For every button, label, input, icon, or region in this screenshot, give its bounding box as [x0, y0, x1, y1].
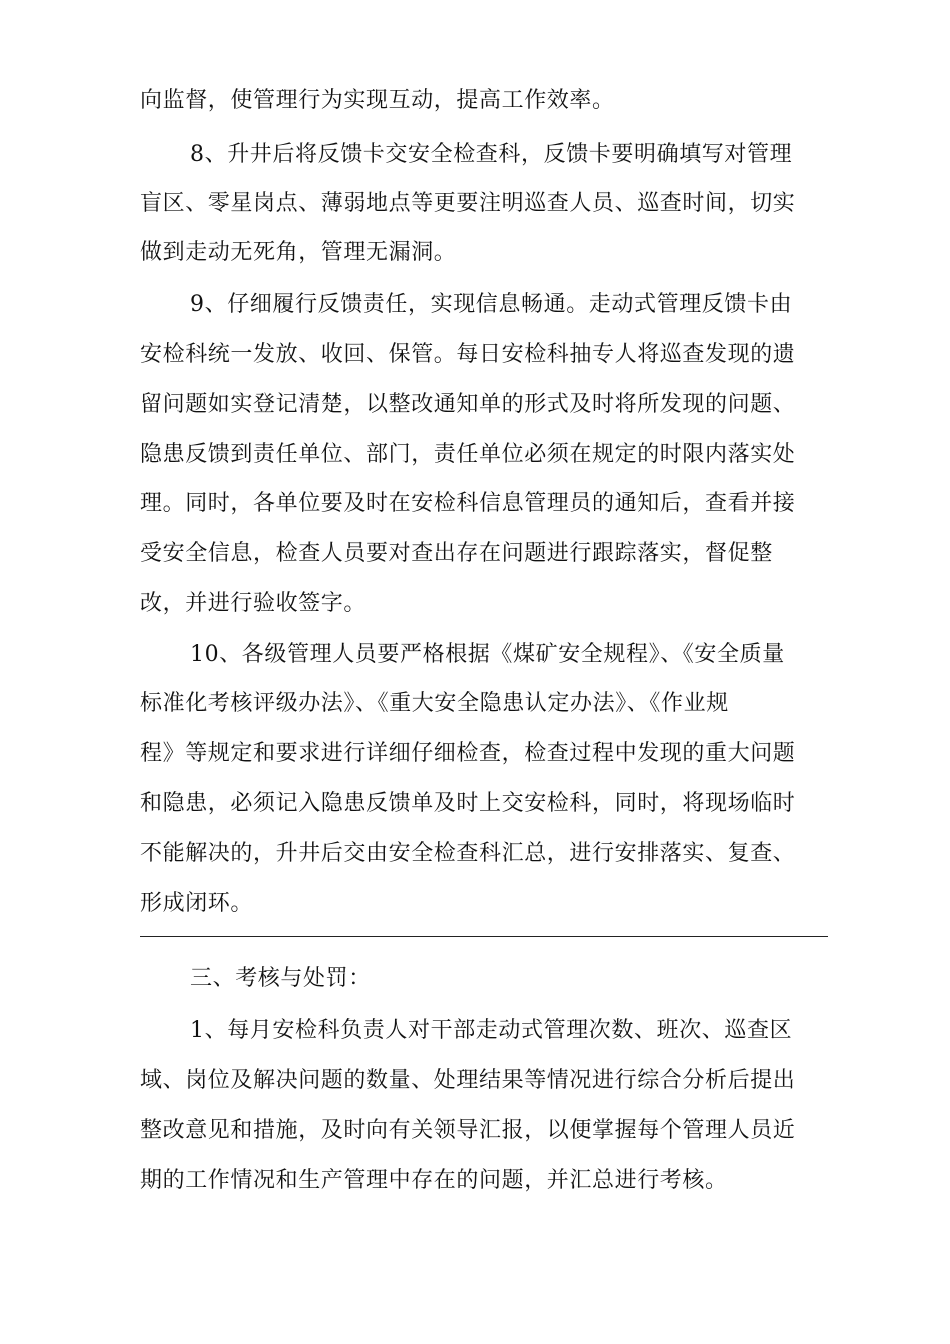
- item-10-line: 和隐患，必须记入隐患反馈单及时上交安检科，同时，将现场临时: [140, 791, 796, 816]
- item-9-line: 9、仔细履行反馈责任，实现信息畅通。走动式管理反馈卡由: [190, 292, 793, 317]
- item-10-line: 程》等规定和要求进行详细仔细检查，检查过程中发现的重大问题: [140, 741, 796, 766]
- paragraph-line: 向监督，使管理行为实现互动，提高工作效率。: [140, 88, 615, 113]
- section-3-item-1-line: 1、每月安检科负责人对干部走动式管理次数、班次、巡查区: [190, 1018, 793, 1043]
- section-heading: 三、考核与处罚：: [190, 966, 371, 991]
- section-3-item-1-line: 整改意见和措施，及时向有关领导汇报，以便掌握每个管理人员近: [140, 1118, 796, 1143]
- section-3-item-1-line: 域、岗位及解决问题的数量、处理结果等情况进行综合分析后提出: [140, 1068, 796, 1093]
- item-10-line: 标准化考核评级办法》、《重大安全隐患认定办法》、《作业规: [140, 691, 729, 716]
- item-9-line: 隐患反馈到责任单位、部门，责任单位必须在规定的时限内落实处: [140, 442, 796, 467]
- item-10-line: 形成闭环。: [140, 891, 254, 916]
- item-9-line: 理。同时，各单位要及时在安检科信息管理员的通知后，查看并接: [140, 491, 796, 516]
- item-9-line: 改，并进行验收签字。: [140, 591, 367, 616]
- section-3-item-1-line: 期的工作情况和生产管理中存在的问题，并汇总进行考核。: [140, 1168, 728, 1193]
- item-8-line: 做到走动无死角，管理无漏洞。: [140, 240, 457, 265]
- item-8-line: 8、升井后将反馈卡交安全检查科，反馈卡要明确填写对管理: [190, 142, 793, 167]
- section-divider: [140, 936, 828, 937]
- item-9-line: 受安全信息，检查人员要对查出存在问题进行跟踪落实，督促整: [140, 541, 773, 566]
- item-8-line: 盲区、零星岗点、薄弱地点等更要注明巡查人员、巡查时间，切实: [140, 191, 796, 216]
- item-9-line: 安检科统一发放、收回、保管。每日安检科抽专人将巡查发现的遗: [140, 342, 796, 367]
- item-9-line: 留问题如实登记清楚，以整改通知单的形式及时将所发现的问题、: [140, 392, 796, 417]
- item-10-line: 10、各级管理人员要严格根据《煤矿安全规程》、《安全质量: [190, 642, 785, 667]
- item-10-line: 不能解决的，升井后交由安全检查科汇总，进行安排落实、复查、: [140, 841, 796, 866]
